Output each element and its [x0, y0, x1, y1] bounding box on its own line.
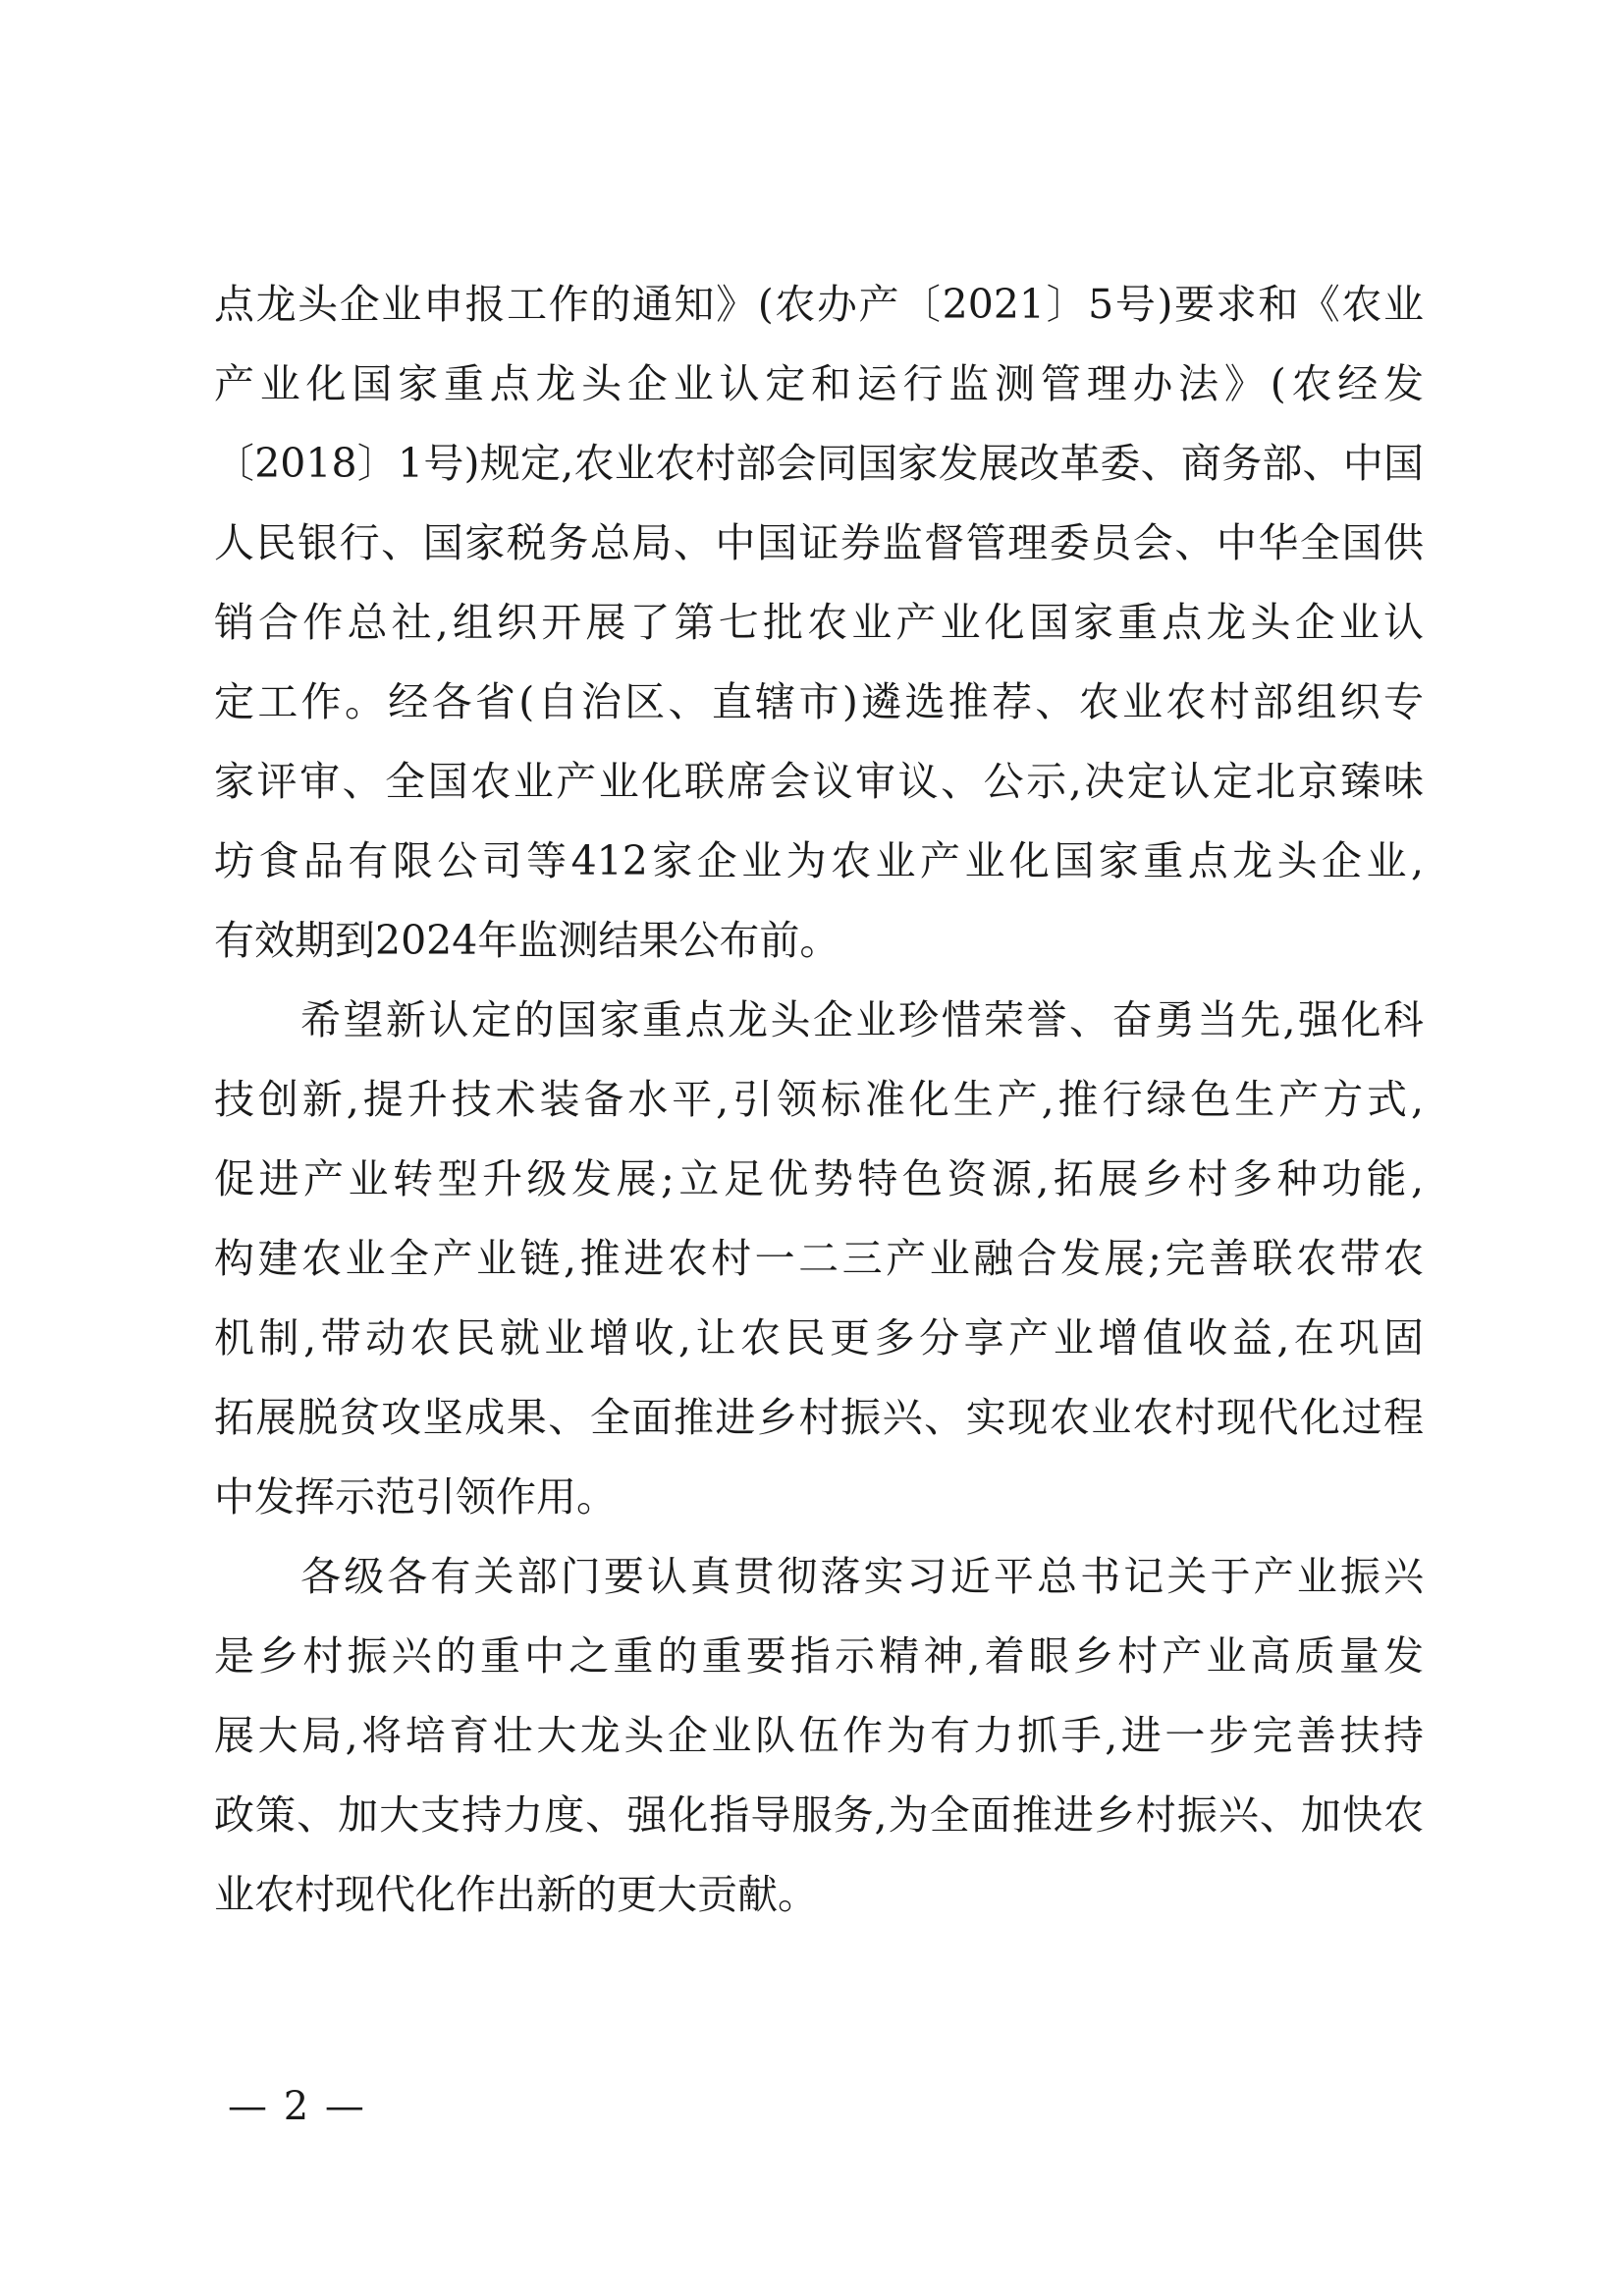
text-line: 点龙头企业申报工作的通知》(农办产〔2021〕5号)要求和《农业: [214, 281, 1424, 328]
text-line: 拓展脱贫攻坚成果、全面推进乡村振兴、实现农业农村现代化过程: [214, 1394, 1424, 1441]
document-body: [214, 265, 1424, 1935]
text-line: 坊食品有限公司等412家企业为农业产业化国家重点龙头企业,: [214, 837, 1424, 884]
text-line: 家评审、全国农业产业化联席会议审议、公示,决定认定北京臻味: [214, 758, 1424, 805]
text-line: 各级各有关部门要认真贯彻落实习近平总书记关于产业振兴: [300, 1553, 1424, 1600]
text-line: 技创新,提升技术装备水平,引领标准化生产,推行绿色生产方式,: [214, 1076, 1424, 1123]
paragraph-1: [214, 265, 1424, 981]
text-line: 机制,带动农民就业增收,让农民更多分享产业增值收益,在巩固: [214, 1314, 1424, 1362]
text-line: 业农村现代化作出新的更大贡献。: [214, 1871, 818, 1918]
text-line: 产业化国家重点龙头企业认定和运行监测管理办法》(农经发: [214, 360, 1424, 407]
text-line: 希望新认定的国家重点龙头企业珍惜荣誉、奋勇当先,强化科: [300, 996, 1424, 1043]
paragraph-3: [214, 1537, 1424, 1935]
text-line: 构建农业全产业链,推进农村一二三产业融合发展;完善联农带农: [214, 1235, 1424, 1282]
text-line: 销合作总社,组织开展了第七批农业产业化国家重点龙头企业认: [214, 599, 1424, 646]
paragraph-2: [214, 981, 1424, 1537]
text-line: 政策、加大支持力度、强化指导服务,为全面推进乡村振兴、加快农: [214, 1791, 1424, 1839]
page-number: — 2 —: [228, 2084, 366, 2129]
text-line: 展大局,将培育壮大龙头企业队伍作为有力抓手,进一步完善扶持: [214, 1712, 1424, 1759]
text-line: 人民银行、国家税务总局、中国证券监督管理委员会、中华全国供: [214, 519, 1424, 566]
text-line: 是乡村振兴的重中之重的重要指示精神,着眼乡村产业高质量发: [214, 1632, 1424, 1680]
text-line: 有效期到2024年监测结果公布前。: [214, 917, 840, 964]
text-line: 定工作。经各省(自治区、直辖市)遴选推荐、农业农村部组织专: [214, 678, 1424, 725]
text-line: 促进产业转型升级发展;立足优势特色资源,拓展乡村多种功能,: [214, 1155, 1424, 1202]
text-line: 中发挥示范引领作用。: [214, 1473, 617, 1521]
text-line: 〔2018〕1号)规定,农业农村部会同国家发展改革委、商务部、中国: [214, 440, 1424, 487]
